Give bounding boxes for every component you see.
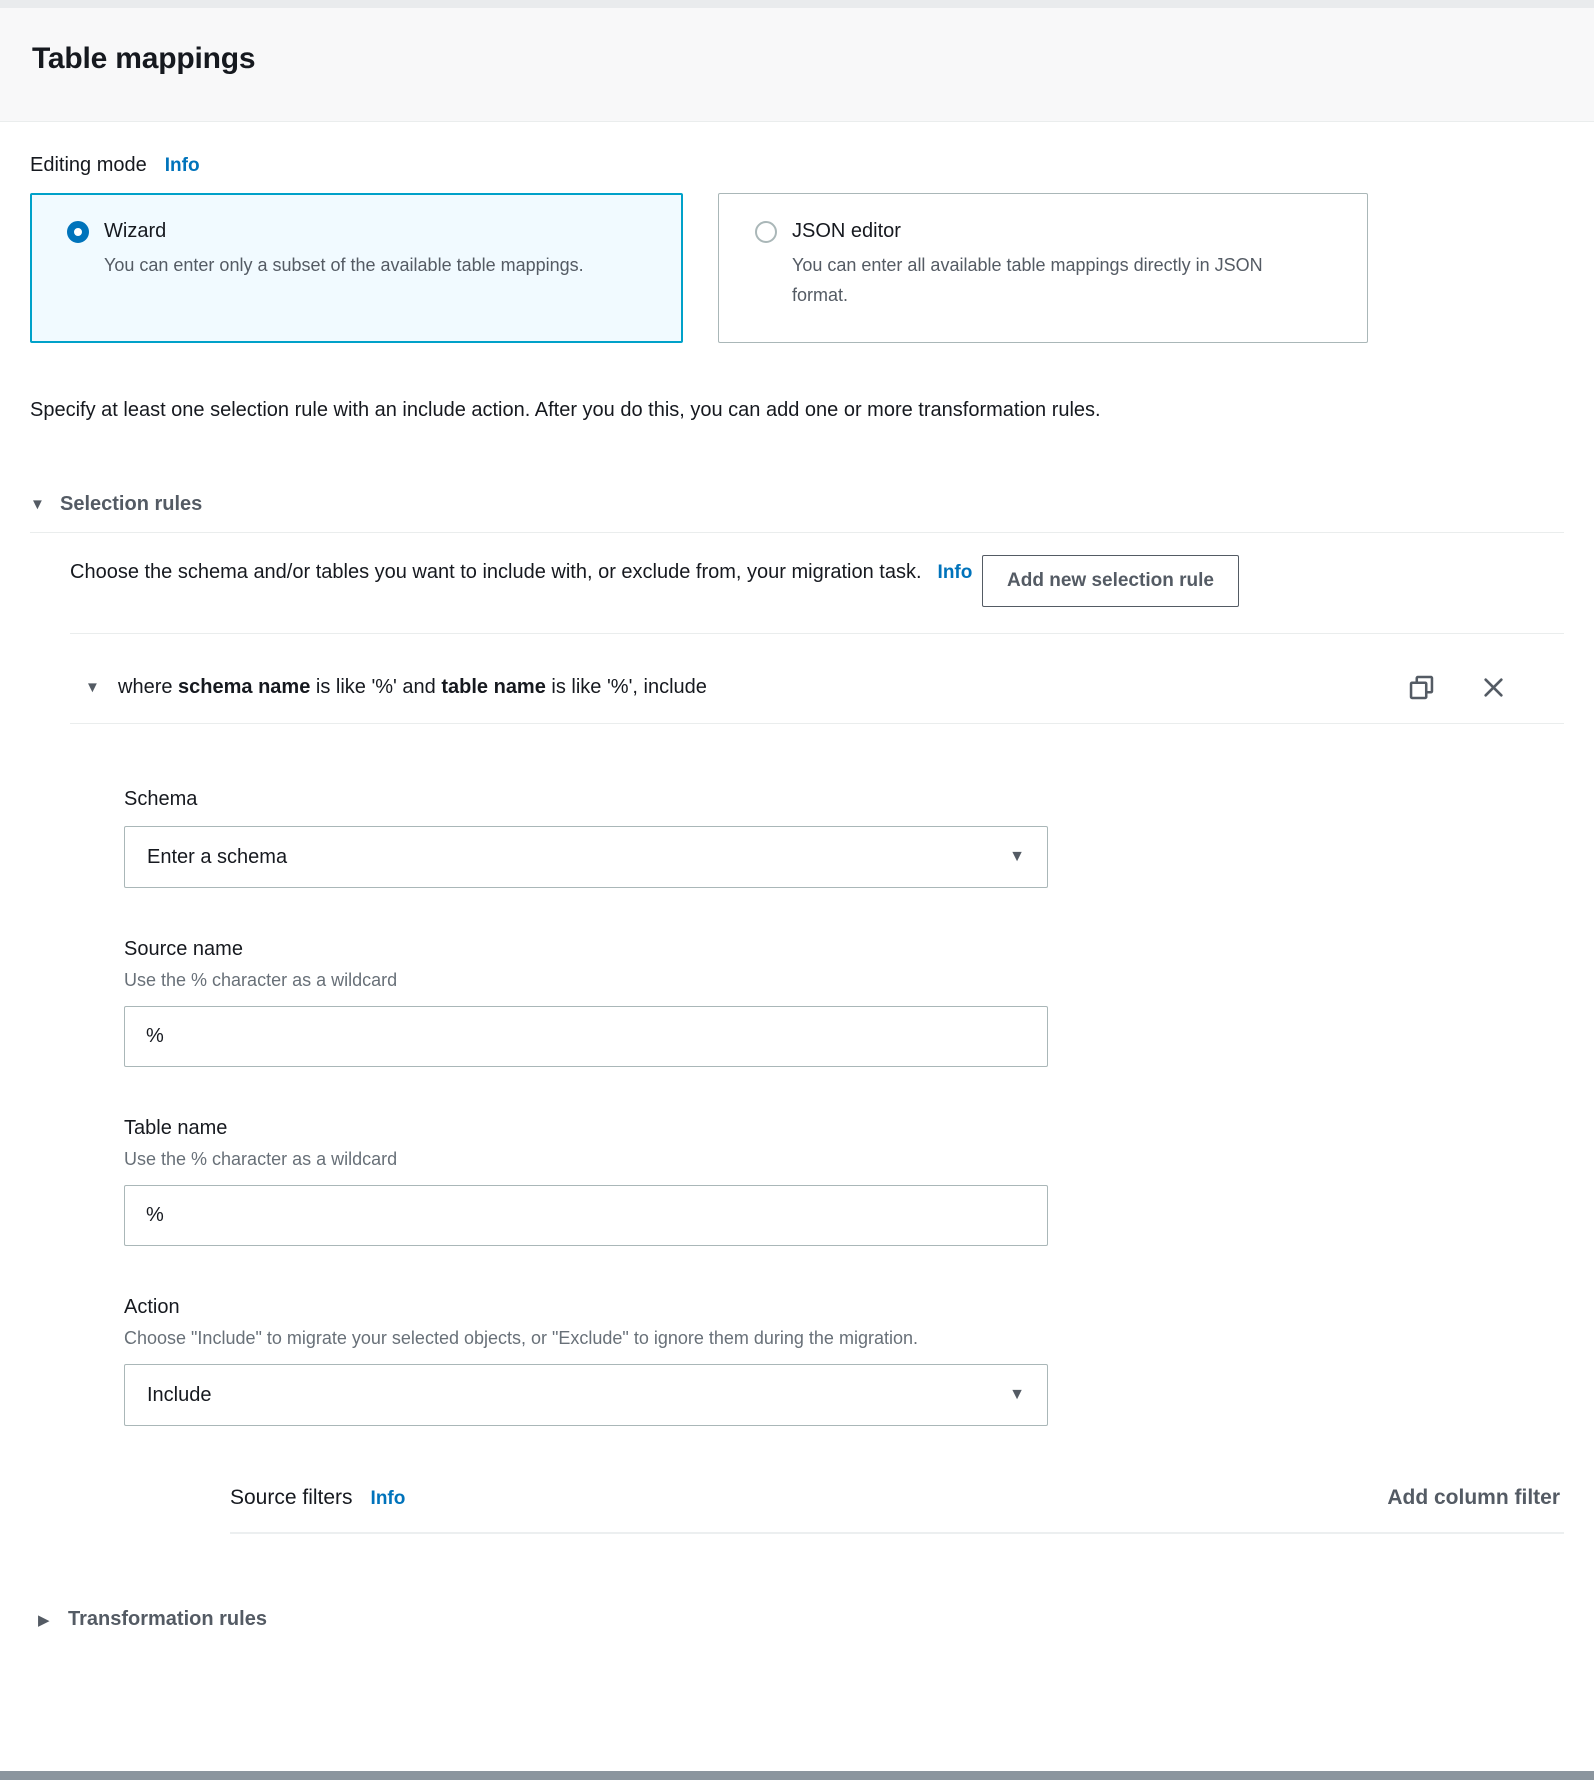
add-new-selection-rule-button[interactable]: Add new selection rule — [982, 555, 1239, 607]
rule-title-table-name: table name — [441, 676, 546, 698]
json-editor-radio-description: You can enter all available table mappings directly in JSON format. — [792, 255, 1263, 305]
wizard-radio-button[interactable] — [67, 221, 89, 243]
chevron-down-icon: ▼ — [1009, 848, 1025, 865]
rule-actions — [1408, 674, 1506, 701]
intro-text: Specify at least one selection rule with an include action. After you do this, you can add one or more transformation rules. — [30, 399, 1101, 421]
rule-header-row[interactable] — [30, 674, 1564, 701]
source-filters-info-link[interactable]: Info — [370, 1488, 406, 1509]
copy-icon — [1408, 689, 1435, 704]
editing-mode-row — [30, 154, 1564, 177]
selection-rules-info-link[interactable]: Info — [937, 562, 973, 583]
page-title: Table mappings — [32, 42, 256, 75]
top-strip — [0, 0, 1594, 8]
selection-rules-divider — [30, 532, 1564, 533]
remove-rule-button[interactable] — [1481, 675, 1506, 700]
chevron-down-icon: ▼ — [1009, 1386, 1025, 1403]
rule-title — [118, 676, 707, 699]
action-select-value: Include — [147, 1383, 212, 1406]
rule-body-divider — [70, 723, 1564, 724]
rule-caret-down-icon: ▼ — [85, 679, 100, 696]
wizard-radio-row — [67, 220, 654, 243]
table-name-input[interactable] — [124, 1185, 1048, 1246]
duplicate-rule-button[interactable] — [1408, 674, 1435, 701]
schema-select-value: Enter a schema — [147, 845, 288, 868]
main-content — [0, 154, 1594, 1631]
rule-title-schema-name: schema name — [178, 676, 311, 698]
rule-form — [30, 788, 1564, 1534]
rule-list-divider — [70, 633, 1564, 634]
action-field-group — [124, 1296, 1564, 1426]
json-editor-radio-label: JSON editor — [792, 220, 901, 242]
source-filters-label: Source filters — [230, 1486, 353, 1509]
selection-rules-title: Selection rules — [60, 493, 203, 515]
editing-mode-cards — [30, 193, 1564, 343]
source-filters-row — [124, 1486, 1564, 1510]
selection-rules-header[interactable] — [30, 493, 1564, 516]
selection-rules-description-text: Choose the schema and/or tables you want to include with, or exclude from, your migration task. — [70, 561, 922, 583]
caret-down-icon: ▼ — [30, 496, 45, 513]
schema-label: Schema — [124, 788, 198, 810]
rule-title-seg1: where — [118, 676, 179, 698]
caret-right-icon: ▶ — [38, 1611, 50, 1629]
wizard-radio-label: Wizard — [104, 220, 167, 242]
wizard-mode-card[interactable] — [30, 193, 683, 343]
action-helper: Choose "Include" to migrate your selected objects, or "Exclude" to ignore them during the migration. — [124, 1328, 918, 1348]
transformation-rules-header[interactable] — [30, 1608, 1564, 1631]
editing-mode-label: Editing mode — [30, 154, 147, 176]
table-name-field-group — [124, 1117, 1564, 1246]
selection-rules-description-row — [30, 555, 1564, 607]
bottom-band — [0, 1771, 1594, 1780]
source-name-label: Source name — [124, 938, 243, 960]
table-name-label: Table name — [124, 1117, 228, 1139]
json-editor-radio-button[interactable] — [755, 221, 777, 243]
rule-title-seg5: is like '%', include — [545, 676, 707, 698]
source-name-input[interactable] — [124, 1006, 1048, 1067]
selection-rules-description — [70, 555, 982, 590]
json-editor-mode-card[interactable] — [718, 193, 1368, 343]
schema-field-group — [124, 788, 1564, 888]
add-column-filter-button[interactable]: Add column filter — [1387, 1486, 1560, 1509]
editing-mode-info-link[interactable]: Info — [164, 155, 200, 176]
action-label: Action — [124, 1296, 180, 1318]
wizard-radio-description: You can enter only a subset of the available table mappings. — [104, 255, 584, 275]
json-editor-radio-row — [755, 220, 1339, 243]
source-name-helper: Use the % character as a wildcard — [124, 970, 398, 990]
source-filters-divider — [230, 1532, 1564, 1534]
action-select[interactable] — [124, 1364, 1048, 1426]
table-name-helper: Use the % character as a wildcard — [124, 1149, 398, 1169]
page-header — [0, 8, 1594, 122]
close-icon — [1481, 688, 1506, 703]
rule-title-seg3: is like '%' and — [310, 676, 442, 698]
transformation-rules-title: Transformation rules — [68, 1608, 267, 1630]
source-name-field-group — [124, 938, 1564, 1067]
schema-select[interactable] — [124, 826, 1048, 888]
